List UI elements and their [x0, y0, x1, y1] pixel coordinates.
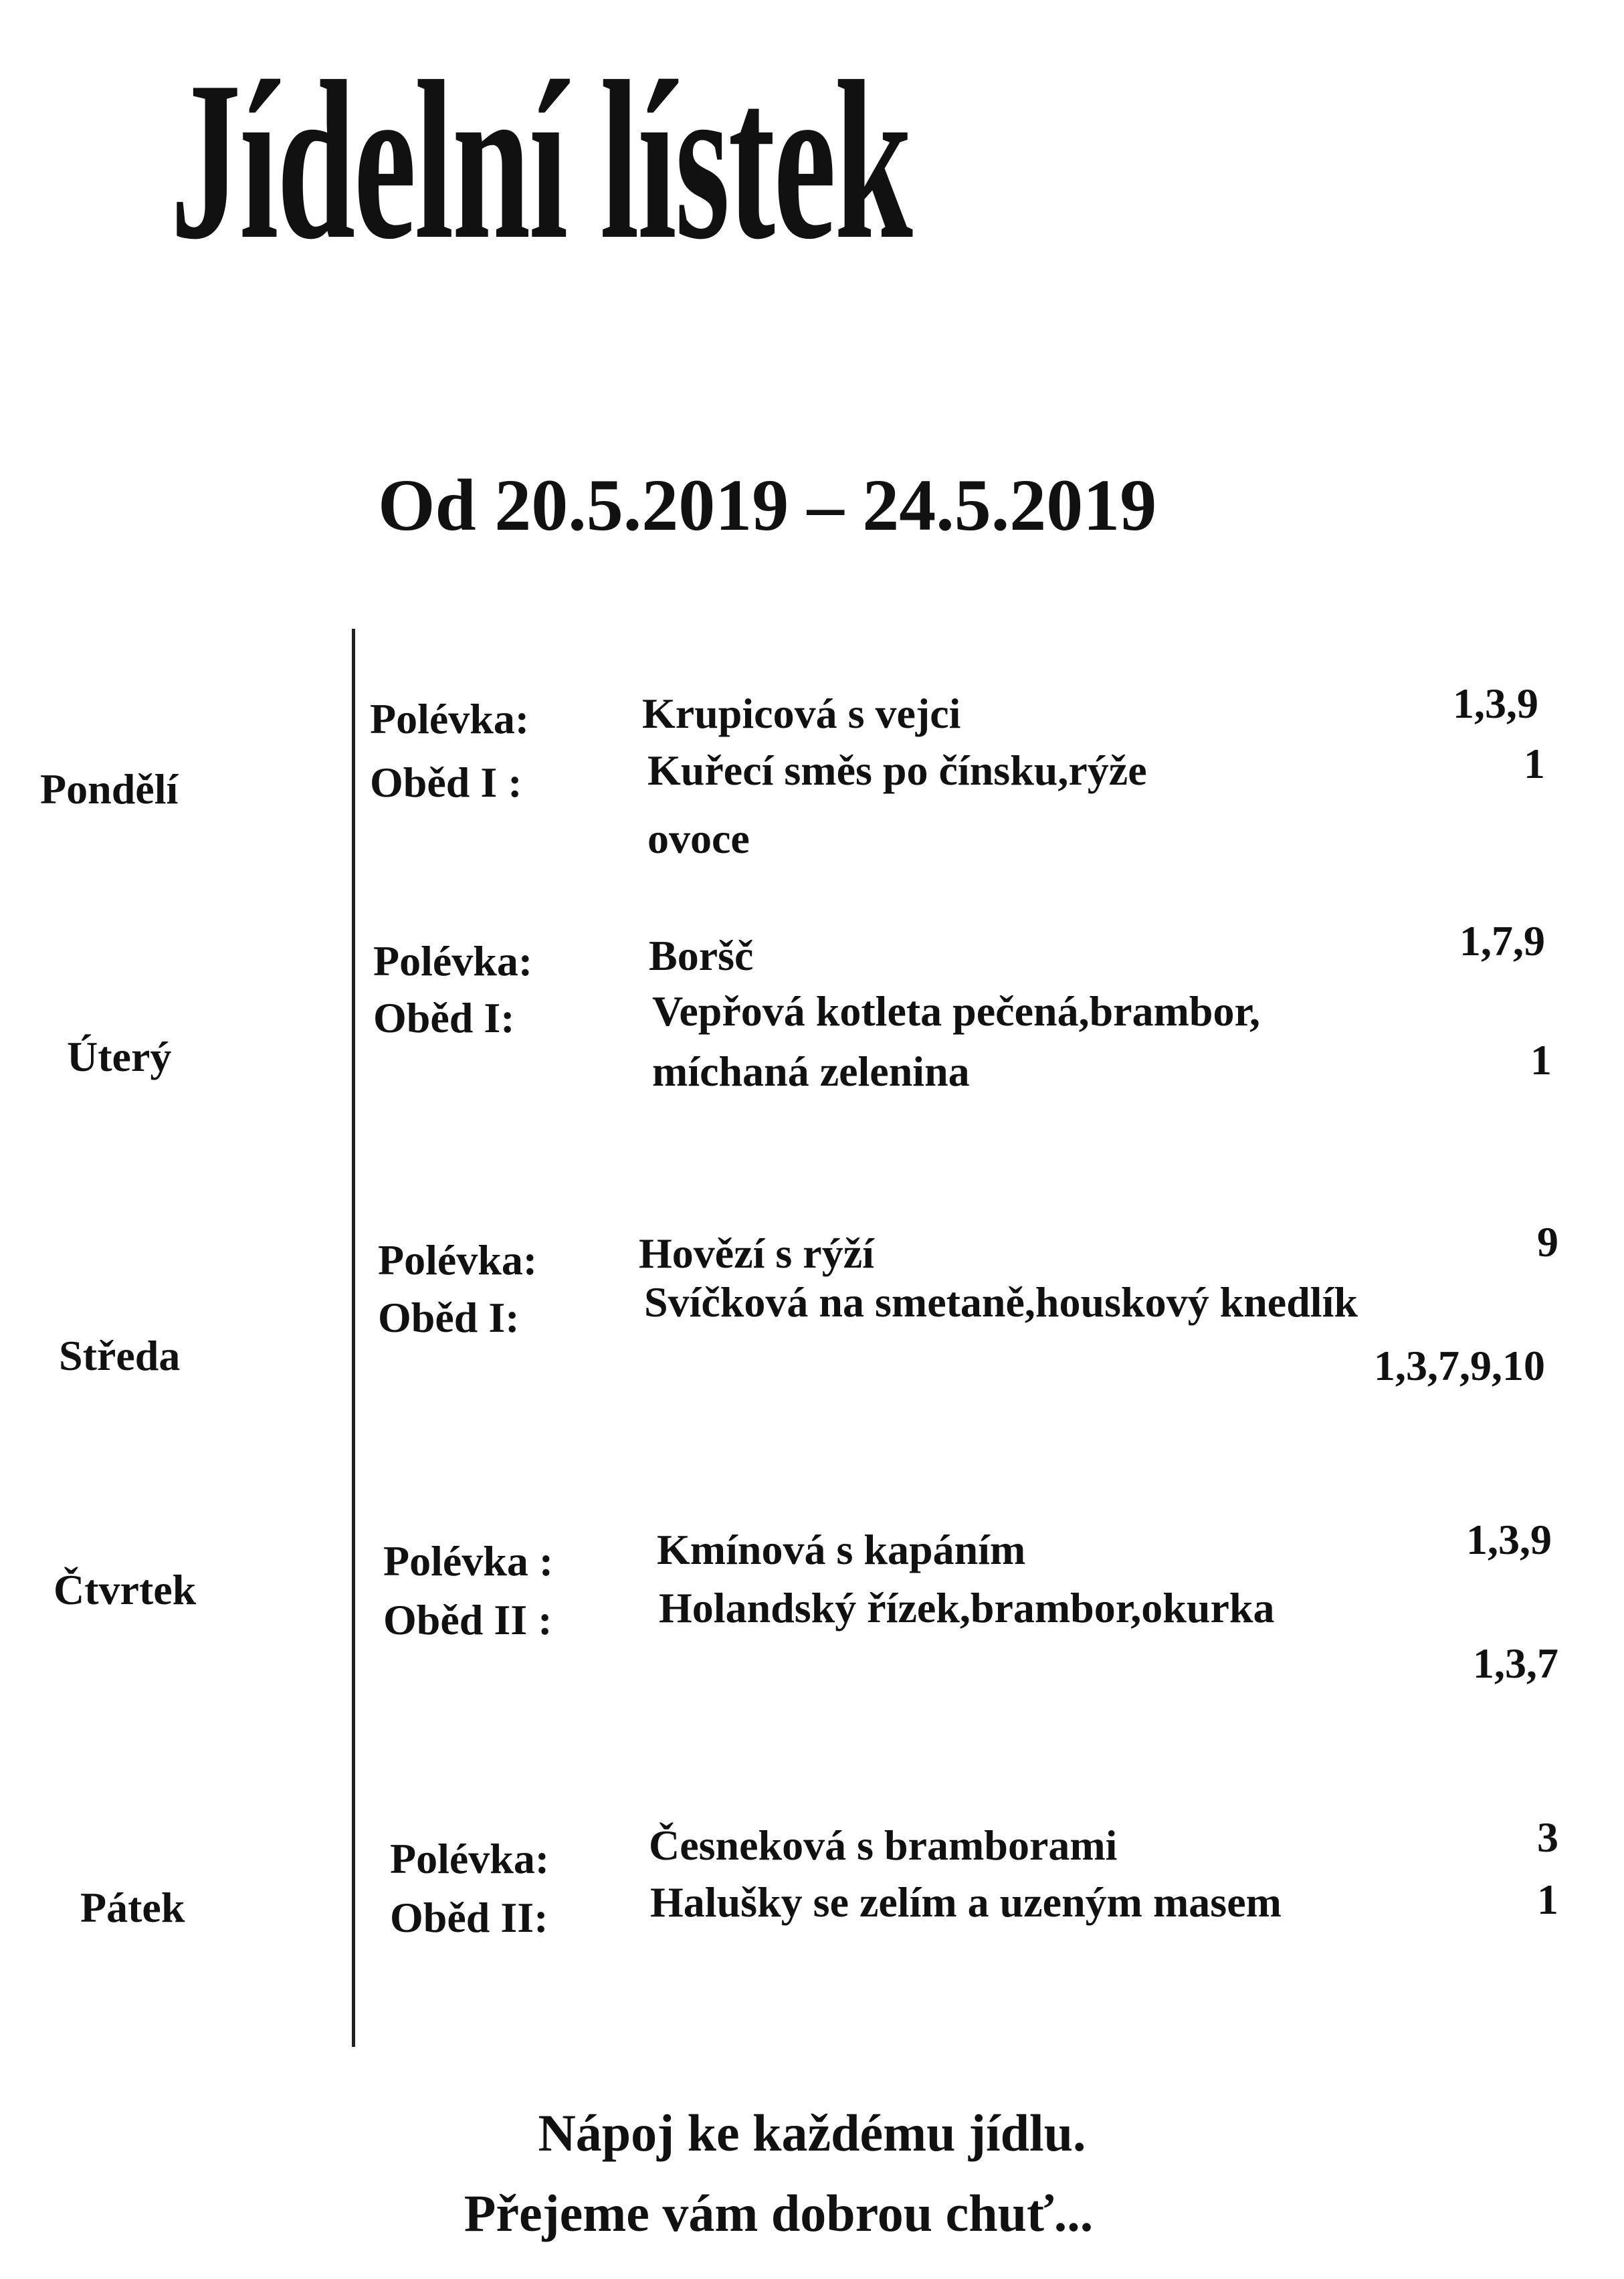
main-allergens: 1 [1537, 1876, 1558, 1923]
day-label-wednesday: Středa [59, 1332, 181, 1379]
main-dish-cont: míchaná zelenina [652, 1048, 970, 1095]
soup-dish: Boršč [649, 932, 754, 979]
day-label-monday: Pondělí [40, 765, 179, 813]
soup-allergens: 3 [1537, 1813, 1558, 1861]
main-allergens: 1 [1530, 1036, 1552, 1084]
main-dish: Kuřecí směs po čínsku,rýže [647, 747, 1147, 794]
soup-allergens: 1,3,9 [1466, 1516, 1552, 1563]
main-dish-cont: ovoce [647, 815, 750, 862]
day-label-friday: Pátek [80, 1884, 185, 1931]
day-label-thursday: Čtvrtek [54, 1566, 197, 1613]
date-range: Od 20.5.2019 – 24.5.2019 [378, 464, 1157, 546]
main-label: Oběd I : [370, 759, 522, 806]
page-title: Jídelní lístek [171, 34, 912, 286]
footer-greeting: Přejeme vám dobrou chuť... [464, 2184, 1094, 2242]
column-divider [352, 629, 355, 2047]
main-dish: Holandský řízek,brambor,okurka [659, 1584, 1275, 1631]
soup-label: Polévka: [370, 695, 530, 742]
soup-dish: Hovězí s rýží [639, 1229, 874, 1277]
soup-label: Polévka : [383, 1537, 554, 1585]
main-allergens: 1,3,7 [1473, 1640, 1558, 1687]
main-label: Oběd I: [373, 994, 515, 1042]
main-label: Oběd II : [383, 1596, 552, 1644]
soup-dish: Krupicová s vejci [642, 690, 961, 737]
soup-label: Polévka: [378, 1236, 538, 1284]
main-allergens: 1,3,7,9,10 [1374, 1342, 1545, 1389]
soup-allergens: 1,3,9 [1453, 680, 1538, 727]
soup-label: Polévka: [373, 937, 533, 985]
day-label-tuesday: Úterý [67, 1033, 172, 1080]
soup-allergens: 1,7,9 [1459, 917, 1545, 965]
main-dish: Svíčková na smetaně,houskový knedlík [644, 1278, 1358, 1326]
main-allergens: 1 [1524, 740, 1545, 787]
soup-dish: Kmínová s kapáním [657, 1526, 1026, 1573]
soup-label: Polévka: [390, 1835, 550, 1882]
main-label: Oběd II: [390, 1894, 548, 1941]
main-dish: Halušky se zelím a uzeným masem [650, 1878, 1282, 1926]
soup-dish: Česneková s bramborami [649, 1821, 1118, 1869]
footer-drink-note: Nápoj ke každému jídlu. [538, 2104, 1086, 2162]
main-dish: Vepřová kotleta pečená,brambor, [652, 987, 1260, 1035]
main-label: Oběd I: [378, 1294, 520, 1341]
soup-allergens: 9 [1537, 1218, 1558, 1266]
